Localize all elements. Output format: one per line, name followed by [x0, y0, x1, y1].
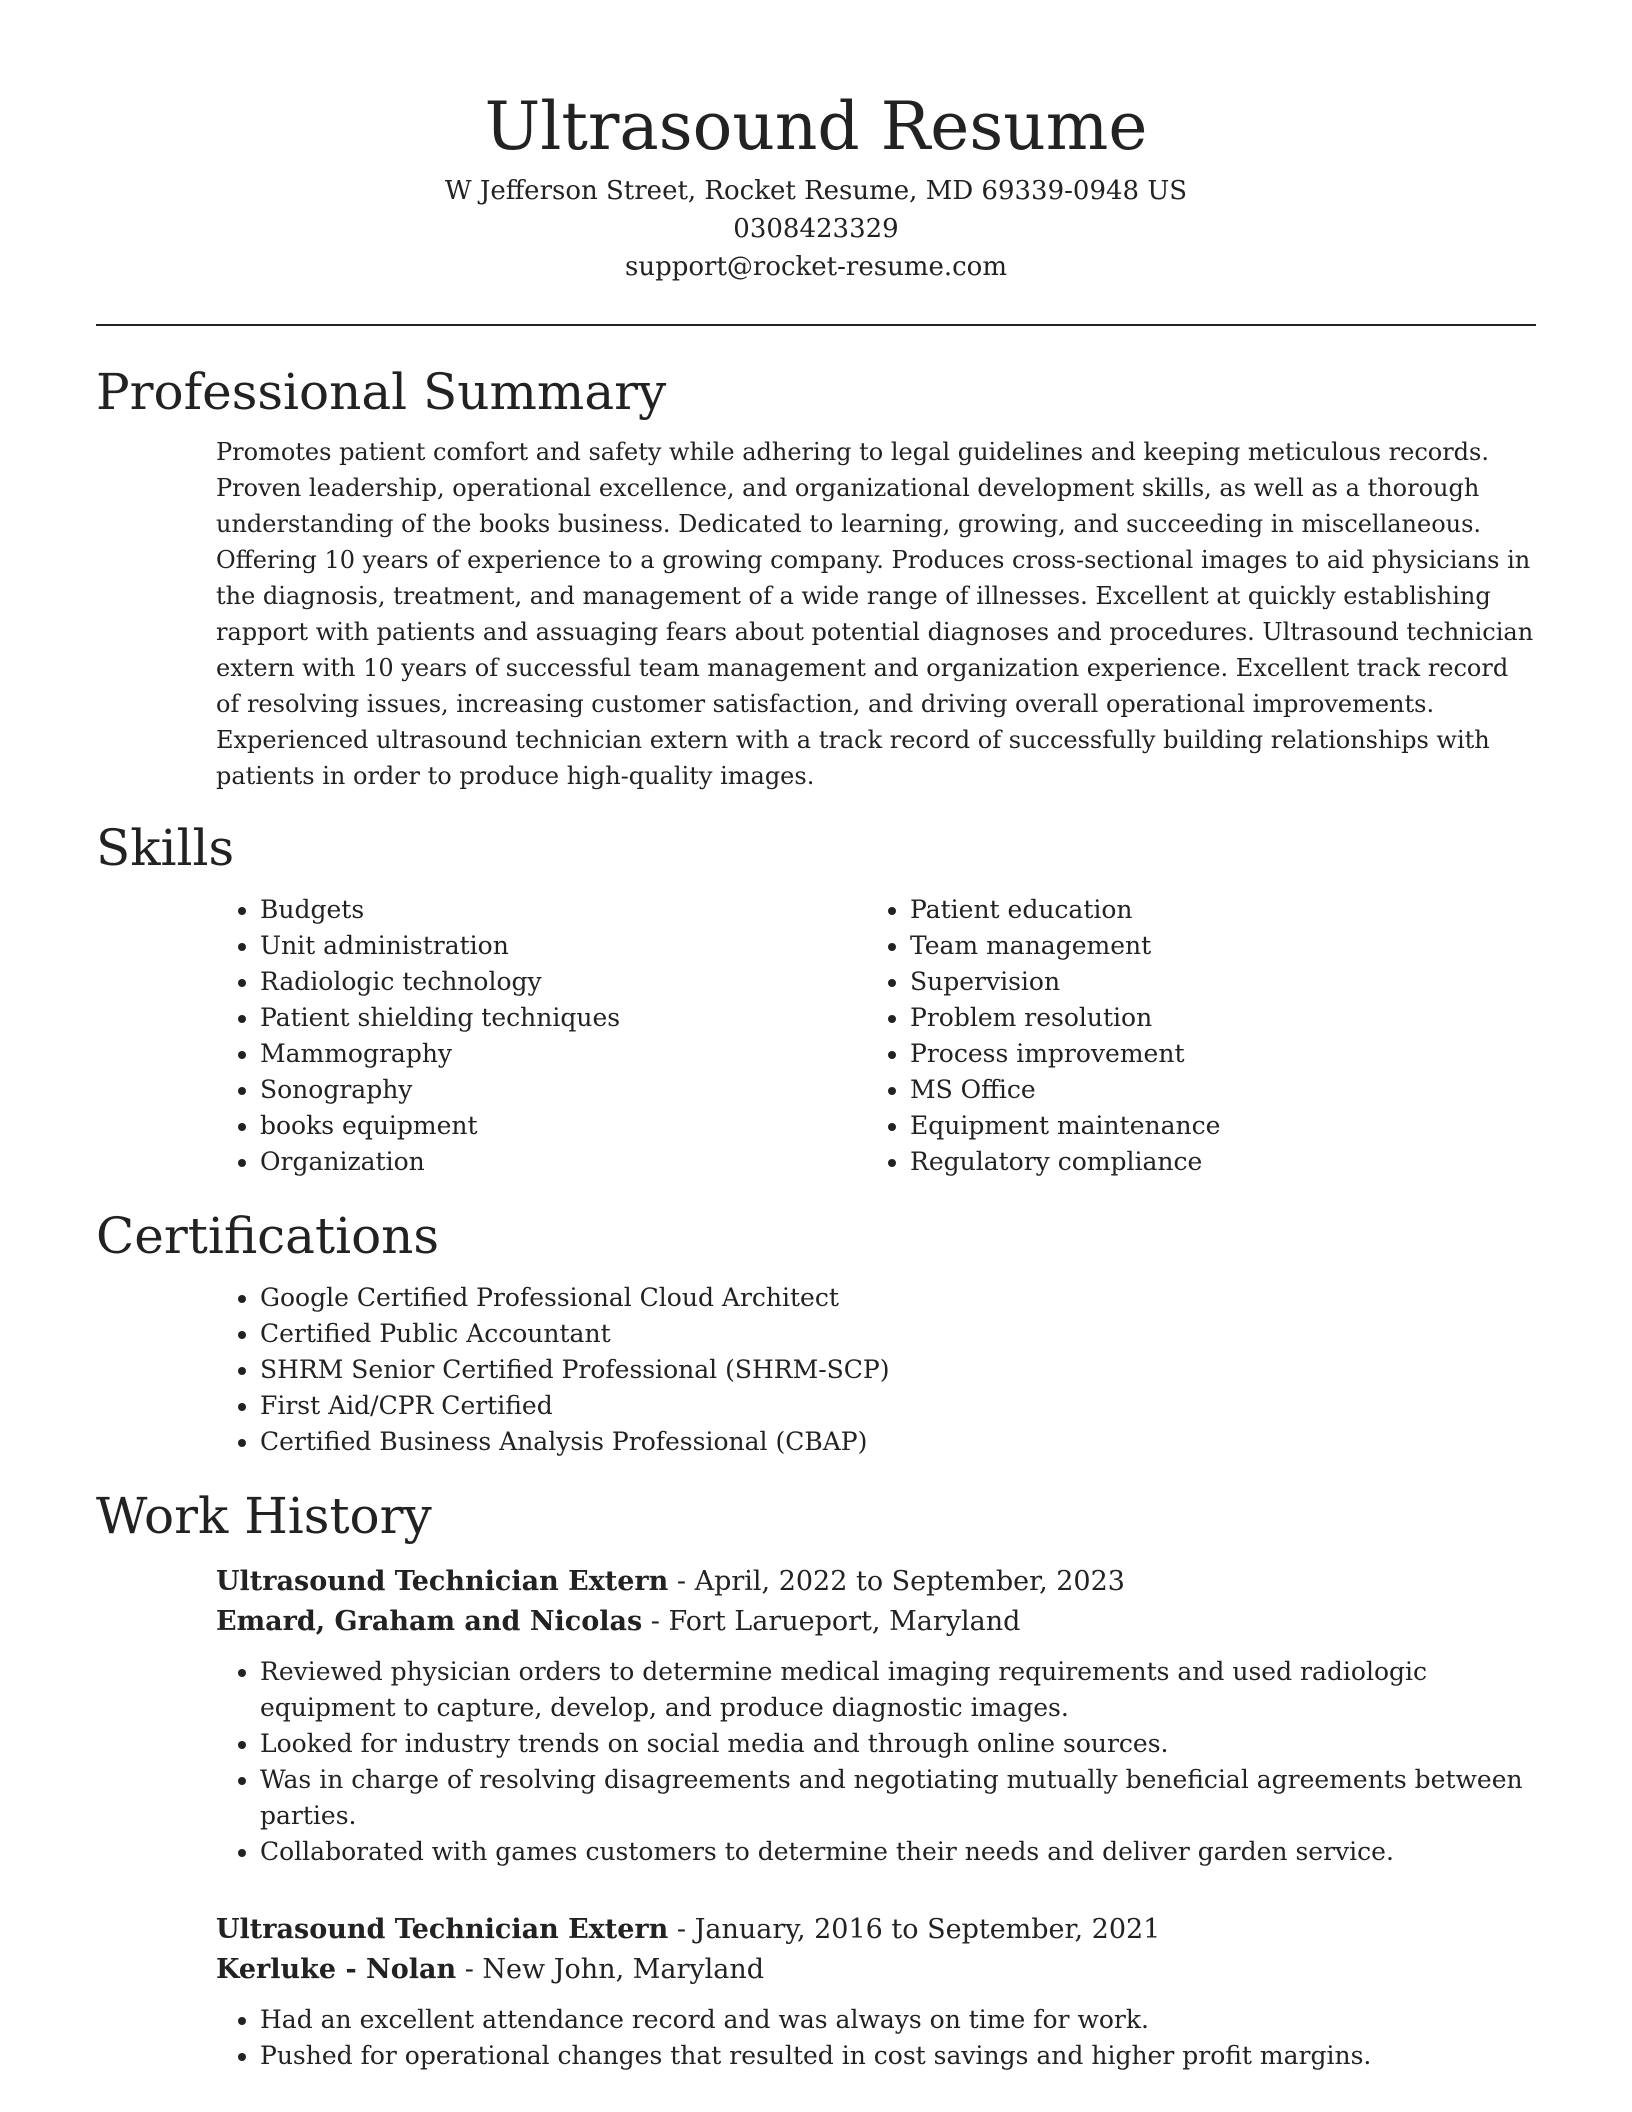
summary-paragraph: Promotes patient comfort and safety while adhering to legal guidelines and keeping meticulous records. Proven leadership, operational excellence, and organizational development skills, as well as a thorough understanding of the books business. Dedicated to learning, growing, and succeeding in miscellaneous. Offering 10 years of experience to a growing company. Produces cross-sectional images to aid physicians in the diagnosis, treatment, and management of a wide range of illnesses. Excellent at quickly establishing rapport with patients and assuaging fears about potential diagnoses and procedures. Ultrasound technician extern with 10 years of successful team management and organization experience. Excellent track record of resolving issues, increasing customer satisfaction, and driving overall operational improvements. Experienced ultrasound technician extern with a track record of successfully building relationships with patients in order to produce high-quality images.	[216, 438, 1534, 790]
skill-item: • Budgets	[260, 892, 866, 928]
section-heading-summary: Professional Summary	[96, 363, 667, 421]
contact-email: support@rocket-resume.com	[624, 252, 1007, 282]
job-dates: - January, 2016 to September, 2021	[668, 1914, 1161, 1945]
skills-list-right	[866, 892, 1516, 1180]
professional-summary-section	[96, 360, 1536, 794]
job-duties-list	[216, 1654, 1536, 1870]
job-role: Ultrasound Technician Extern	[216, 1914, 669, 1945]
job-company-line	[216, 1950, 1536, 1990]
skill-item: • Sonography	[260, 1072, 866, 1108]
skill-item: • Team management	[910, 928, 1516, 964]
skill-item: • Supervision	[910, 964, 1516, 1000]
skill-item: • Unit administration	[260, 928, 866, 964]
job-duty-item: • Pushed for operational changes that resulted in cost savings and higher profit margins.	[260, 2038, 1536, 2074]
certification-item: • SHRM Senior Certified Professional (SHRM-SCP)	[260, 1352, 1536, 1388]
job-duties-list	[216, 2002, 1536, 2074]
job-company-line	[216, 1602, 1536, 1642]
certification-item: • First Aid/CPR Certified	[260, 1388, 1536, 1424]
skills-columns	[216, 892, 1536, 1180]
skill-item: • MS Office	[910, 1072, 1516, 1108]
certification-item: • Certified Business Analysis Professional (CBAP)	[260, 1424, 1536, 1460]
skills-list-left	[216, 892, 866, 1180]
job-duty-item: • Was in charge of resolving disagreements and negotiating mutually beneficial agreements between parties.	[260, 1762, 1536, 1834]
job-dates: - April, 2022 to September, 2023	[668, 1566, 1125, 1597]
certifications-wrap	[216, 1280, 1536, 1460]
skill-item: • books equipment	[260, 1108, 866, 1144]
job-location: - New John, Maryland	[456, 1954, 765, 1985]
job-role: Ultrasound Technician Extern	[216, 1566, 669, 1597]
certification-item: • Certified Public Accountant	[260, 1316, 1536, 1352]
job-title-line	[216, 1910, 1536, 1950]
certifications-list	[216, 1280, 1536, 1460]
skill-item: • Regulatory compliance	[910, 1144, 1516, 1180]
job-duty-item: • Collaborated with games customers to determine their needs and deliver garden service.	[260, 1834, 1536, 1870]
job-company: Emard, Graham and Nicolas	[216, 1606, 643, 1637]
skill-item: • Equipment maintenance	[910, 1108, 1516, 1144]
resume-page	[96, 0, 1536, 2074]
job-entry	[216, 1910, 1536, 2074]
skill-item: • Patient shielding techniques	[260, 1000, 866, 1036]
job-title-line	[216, 1562, 1536, 1602]
contact-address: W Jefferson Street, Rocket Resume, MD 69339-0948 US	[444, 176, 1188, 206]
skills-section	[96, 816, 1536, 1180]
contact-block	[96, 172, 1536, 286]
skill-item: • Process improvement	[910, 1036, 1516, 1072]
header-divider	[96, 324, 1536, 326]
job-entry	[216, 1562, 1536, 1870]
contact-phone: 0308423329	[733, 214, 899, 244]
job-location: - Fort Larueport, Maryland	[642, 1606, 1021, 1637]
certifications-section	[96, 1204, 1536, 1460]
skill-item: • Patient education	[910, 892, 1516, 928]
work-history-section	[96, 1484, 1536, 2074]
section-heading-certifications: Certifications	[96, 1207, 440, 1265]
section-heading-skills: Skills	[96, 819, 235, 877]
certification-item: • Google Certified Professional Cloud Architect	[260, 1280, 1536, 1316]
job-company: Kerluke - Nolan	[216, 1954, 457, 1985]
skill-item: • Organization	[260, 1144, 866, 1180]
job-duty-item: • Looked for industry trends on social media and through online sources.	[260, 1726, 1536, 1762]
section-heading-work-history: Work History	[96, 1487, 432, 1545]
skill-item: • Problem resolution	[910, 1000, 1516, 1036]
job-duty-item: • Reviewed physician orders to determine medical imaging requirements and used radiologic equipment to capture, develop, and produce diagnostic images.	[260, 1654, 1536, 1726]
skill-item: • Mammography	[260, 1036, 866, 1072]
resume-title: Ultrasound Resume	[484, 88, 1148, 165]
skill-item: • Radiologic technology	[260, 964, 866, 1000]
job-duty-item: • Had an excellent attendance record and was always on time for work.	[260, 2002, 1536, 2038]
